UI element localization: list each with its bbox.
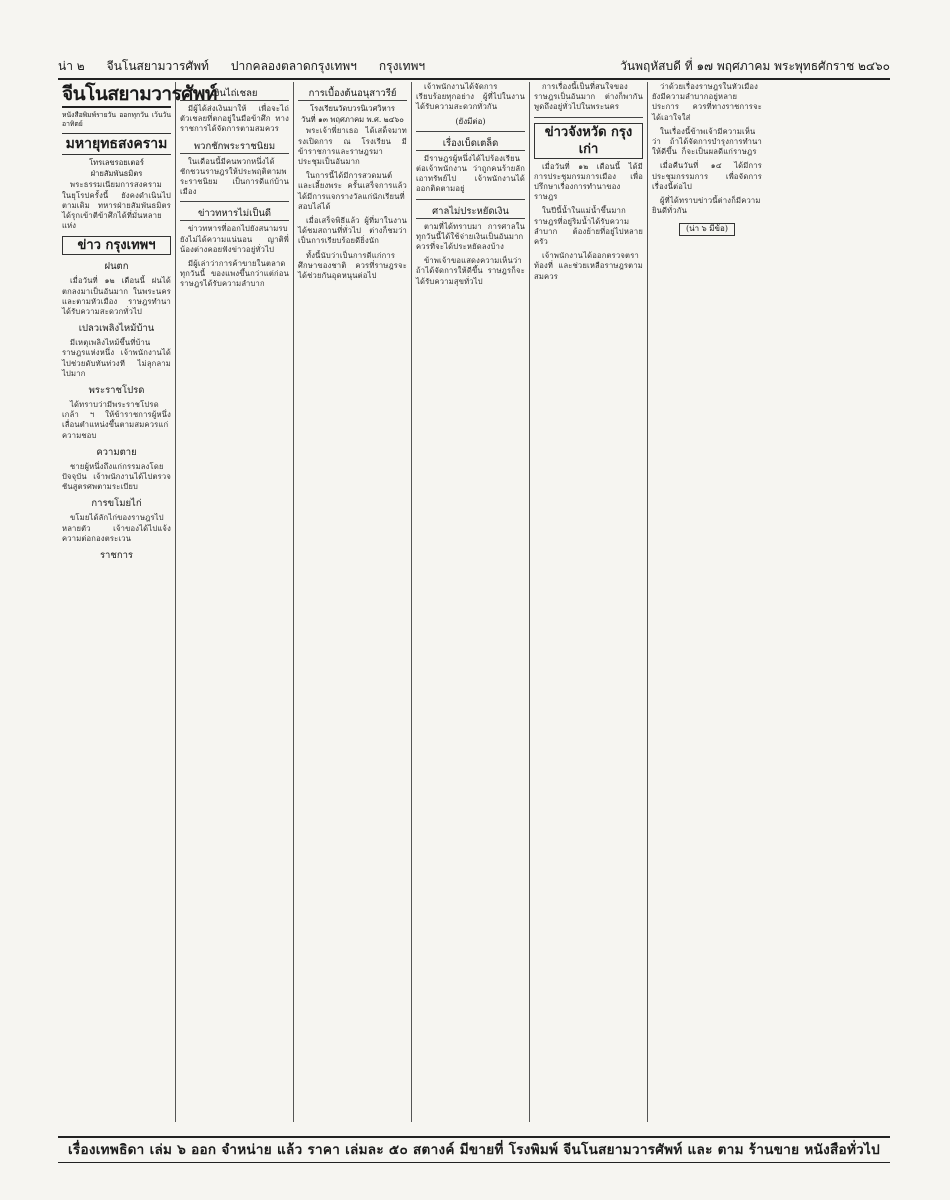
article-text: ว่าด้วยเรื่องราษฎรในหัวเมือง ยังมีความลำบากอยู่หลายประการ ควรที่ทางราชการจะได้เอาใจใส่ (652, 82, 762, 122)
war-headline: มหายุทธสงคราม (62, 133, 171, 155)
section-heading: เรื่องเบ็ดเตล็ด (416, 137, 525, 151)
header-extra: ปากคลองตลาดกรุงเทพฯ (230, 58, 357, 73)
section-heading: พระราชโปรด (88, 385, 145, 397)
article-text: พระเจ้าพี่ยาเธอ ได้เสด็จมาทรงเปิดการ ณ โรงเรียน มีข้าราชการและราษฎรมาประชุมเป็นอันมาก (298, 126, 407, 167)
section-heading: ความตาย (96, 446, 137, 458)
section-heading: การขโมยไก่ (91, 498, 142, 510)
issue-date: วันพฤหัสบดี ที่ ๑๗ พฤศภาคม พระพุทธศักราช ๒๔๖๐ (620, 58, 890, 73)
article-text: มีผู้เล่าว่าการค้าขายในตลาดทุกวันนี้ ของแพงขึ้นกว่าแต่ก่อน ราษฎรได้รับความลำบาก (180, 259, 289, 289)
section-heading: ฝนตก (104, 261, 129, 273)
column-4 (412, 82, 530, 1122)
article-text: ในเรื่องนี้ข้าพเจ้ามีความเห็นว่า ถ้าได้จัดการบำรุงการทำนาให้ดีขึ้น ก็จะเป็นผลดีแก่ราษฎร (652, 126, 762, 157)
page-number: น่า ๒ (58, 58, 85, 73)
article-text: ได้ทราบว่ามีพระราชโปรดเกล้า ฯ ให้ข้าราชการผู้หนึ่งเลื่อนตำแหน่งขึ้นตามสมควรแก่ความชอบ (62, 400, 171, 440)
article-text: เมื่อคืนวันที่ ๑๔ ได้มีการประชุมกรรมการ เพื่อจัดการเรื่องนี้ต่อไป (652, 161, 762, 191)
paper-name: จีนโนสยามวารศัพท์ (106, 58, 209, 73)
section-heading: เงินไถ่เชลย (180, 87, 289, 101)
masthead: จีนโนสยามวารศัพท์ (62, 82, 171, 108)
column-divider (180, 201, 289, 202)
column-divider (416, 199, 525, 200)
article-text: ข้าพเจ้าขอแสดงความเห็นว่า ถ้าได้จัดการให้ดีขึ้น ราษฎรก็จะได้รับความสุขทั่วไป (416, 256, 525, 286)
article-text: ตามที่ได้ทราบมา การศาลในทุกวันนี้ได้ใช้จ่ายเงินเป็นอันมาก ควรที่จะได้ประหยัดลงบ้าง (416, 221, 525, 252)
section-heading: พวกชักพระราชนิยม (180, 140, 289, 154)
article-text: การเรื่องนี้เป็นที่สนใจของราษฎรเป็นอันมาก ต่างก็พากันพูดถึงอยู่ทั่วไปในพระนคร (534, 82, 643, 112)
section-heading: ศาลไม่ประหยัดเงิน (416, 205, 525, 219)
column-2 (176, 82, 294, 1122)
article-columns (58, 82, 890, 1122)
advertisement-banner: เรื่องเทพธิดา เล่ม ๖ ออก จำหน่าย แล้ว ราคา เล่มละ ๕๐ สตางค์ มีขายที่ โรงพิมพ์ จีนโนสยามวารศัพท์ และ ตาม ร้านขาย หนังสือทั่วไป (58, 1136, 890, 1163)
article-text: ทั้งนี้นับว่าเป็นการดีแก่การศึกษาของชาติ ควรที่ราษฎรจะได้ช่วยกันอุดหนุนต่อไป (298, 250, 407, 281)
bangkok-news-heading: ข่าว กรุงเทพฯ (62, 236, 171, 255)
article-text: ในเดือนนี้มีคนพวกหนึ่งได้ชักชวนราษฎรให้ประพฤติตามพระราชนิยม เป็นการดีแก่บ้านเมือง (180, 156, 289, 197)
section-heading: การเบื้องต้นอนุสาวรีย์ (298, 87, 407, 101)
article-text: ในการนี้ได้มีการสวดมนต์ และเลี้ยงพระ ครั้นเสร็จการแล้ว ได้มีการแจกรางวัลแก่นักเรียนที่สอบไล่ได้ (298, 171, 407, 211)
continued-note: (ยังมีต่อ) (455, 116, 486, 126)
article-text: ขโมยได้ลักไก่ของราษฎรไปหลายตัว เจ้าของได้ไปแจ้งความต่อกองตระเวน (62, 513, 171, 543)
article-text: เมื่อเสร็จพิธีแล้ว ผู้ที่มาในงานได้ชมสถานที่ทั่วไป ต่างก็ชมว่าเป็นการเรียบร้อยดียิ่งนัก (298, 216, 407, 246)
article-text: ผู้ที่ได้ทราบข่าวนี้ต่างก็มีความยินดีทั่วกัน (652, 196, 761, 216)
war-subhead: โทรเลขรอยเตอร์ (89, 158, 144, 167)
article-text: มีราษฎรผู้หนึ่งได้ไปร้องเรียนต่อเจ้าพนักงาน ว่าถูกคนร้ายลักเอาทรัพย์ไป เจ้าพนักงานได้ออกติดตามอยู่ (416, 153, 525, 194)
section-heading: ข่าวทหารไม่เป็นดี (180, 207, 289, 221)
column-3 (294, 82, 412, 1122)
article-text: เมื่อวันที่ ๑๒ เดือนนี้ ฝนได้ตกลงมาเป็นอันมาก ในพระนครและตามหัวเมือง ราษฎรทำนาได้รับความสะดวกทั่วไป (62, 276, 171, 317)
column-1 (58, 82, 217, 1122)
article-text: ข่าวทหารที่ออกไปยังสนามรบ ยังไม่ได้ความแน่นอน ญาติพี่น้องต่างคอยฟังข่าวอยู่ทั่วไป (180, 224, 289, 254)
article-text: ในปีนี้น้ำในแม่น้ำขึ้นมาก ราษฎรที่อยู่ริมน้ำได้รับความลำบาก ต้องย้ายที่อยู่ไปหลายครัว (534, 206, 643, 247)
article-text: เมื่อวันที่ ๑๒ เดือนนี้ ได้มีการประชุมกรมการเมือง เพื่อปรึกษาเรื่องการทำนาของราษฎร (534, 161, 643, 202)
section-heading: ราชการ (99, 550, 134, 562)
masthead-note: หนังสือพิมพ์รายวัน ออกทุกวัน เว้นวันอาทิตย์ (62, 111, 171, 128)
article-text: พระธรรมเนียมการสงครามในยุโรปครั้งนี้ ยังคงดำเนินไปตามเดิม ทหารฝ่ายสัมพันธมิตรได้รุกเข้าตีข้าศึกได้ที่มั่นหลายแห่ง (62, 180, 171, 231)
article-dateline: วันที่ ๑๓ พฤศภาคม พ.ศ. ๒๔๖๐ (301, 115, 404, 125)
header-place: กรุงเทพฯ (378, 58, 426, 73)
article-text: เจ้าพนักงานได้จัดการเรียบร้อยทุกอย่าง ผู้ที่ไปในงานได้รับความสะดวกทั่วกัน (416, 82, 525, 112)
column-divider (416, 131, 525, 132)
article-subhead: โรงเรียนวัดบวรนิเวศวิหาร (309, 104, 396, 113)
column-divider (534, 117, 643, 118)
war-subhead-2: ฝ่ายสัมพันธมิตร (90, 169, 143, 179)
article-text: เจ้าพนักงานได้ออกตรวจตราท้องที่ และช่วยเหลือราษฎรตามสมควร (534, 251, 643, 281)
page-reference: (น่า ๖ มีข้อ) (679, 223, 735, 235)
article-text: มีผู้ได้ส่งเงินมาให้ เพื่อจะไถ่ตัวเชลยที่ตกอยู่ในมือข้าศึก ทางราชการได้จัดการตามสมควร (180, 104, 289, 134)
running-header (58, 56, 890, 80)
column-5 (530, 82, 648, 1122)
section-heading: เปลวเพลิงไหม้บ้าน (78, 323, 155, 335)
provincial-news-heading: ข่าวจังหวัด กรุงเก่า (534, 123, 643, 159)
article-text: มีเหตุเพลิงไหม้ขึ้นที่บ้านราษฎรแห่งหนึ่ง เจ้าพนักงานได้ไปช่วยดับทันท่วงที ไม่ลุกลามไปมาก (62, 338, 171, 378)
article-text: ชายผู้หนึ่งถึงแก่กรรมลงโดยปัจจุบัน เจ้าพนักงานได้ไปตรวจชันสูตรศพตามระเบียบ (62, 461, 171, 492)
newspaper-page (58, 56, 890, 1176)
column-6 (648, 82, 766, 1122)
